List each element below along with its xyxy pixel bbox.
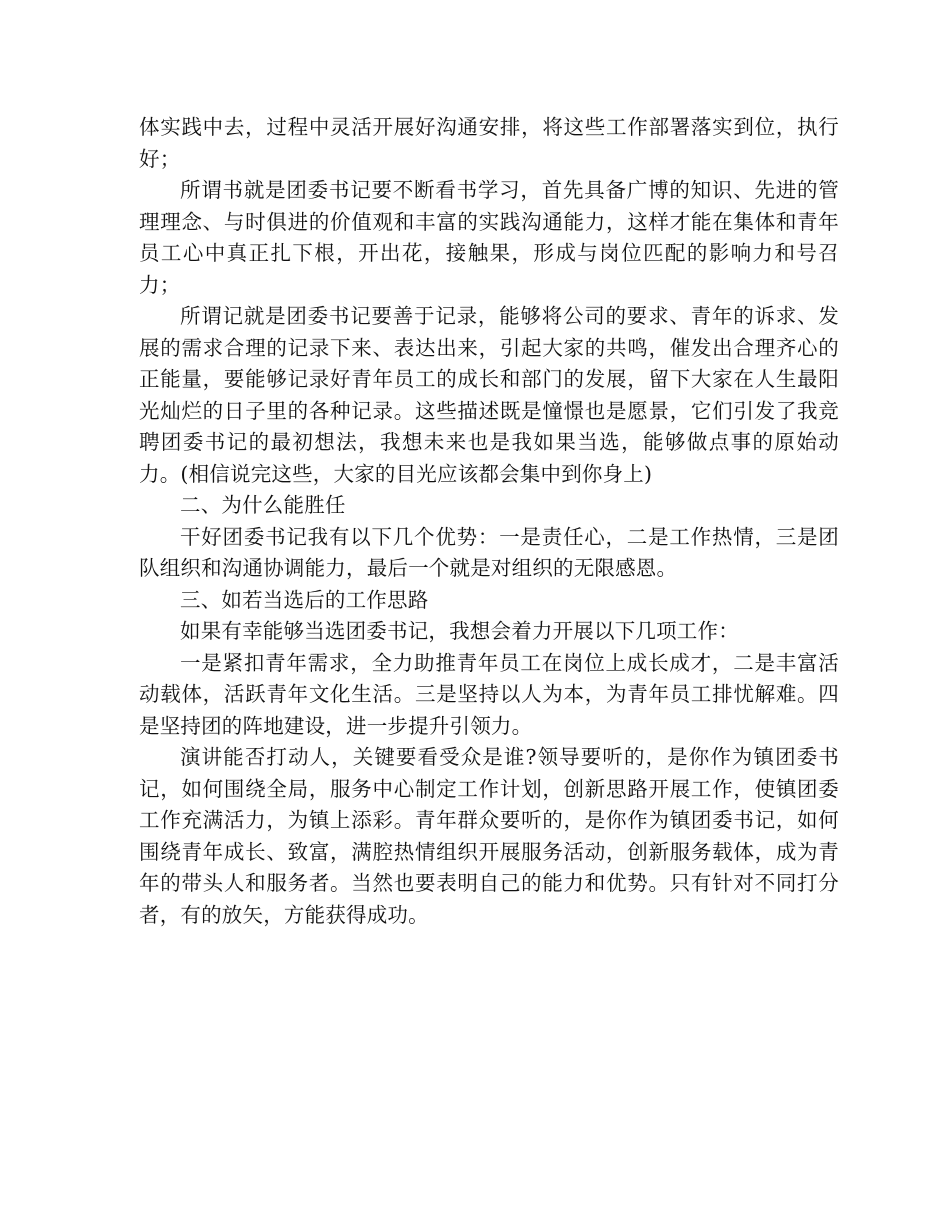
paragraph-4: 干好团委书记我有以下几个优势：一是责任心，二是工作热情，三是团队组织和沟通协调能力，最后一个就是对组织的无限感恩。 — [139, 524, 839, 580]
section-heading-2: 二、为什么能胜任 — [180, 493, 346, 517]
document-body — [139, 112, 839, 931]
section-heading-3: 三、如若当选后的工作思路 — [180, 587, 429, 612]
paragraph-6: 一是紧扣青年需求，全力助推青年员工在岗位上成长成才，二是丰富活动载体，活跃青年文化生活。三是坚持以人为本，为青年员工排忧解难。四是坚持团的阵地建设，进一步提升引领力。 — [139, 650, 839, 738]
paragraph-1: 体实践中去，过程中灵活开展好沟通安排，将这些工作部署落实到位，执行好； — [139, 115, 839, 171]
paragraph-5: 如果有幸能够当选团委书记，我想会着力开展以下几项工作： — [180, 619, 739, 643]
paragraph-3: 所谓记就是团委书记要善于记录，能够将公司的要求、青年的诉求、发展的需求合理的记录下来、表达出来，引起大家的共鸣，催发出合理齐心的正能量，要能够记录好青年员工的成长和部门的发展，留下大家在人生最阳光灿烂的日子里的各种记录。这些描述既是憧憬也是愿景，它们引发了我竞聘团委书记的最初想法，我想未来也是我如果当选，能够做点事的原始动力。(相信说完这些，大家的目光应该都会集中到你身上) — [139, 304, 839, 486]
paragraph-2: 所谓书就是团委书记要不断看书学习，首先具备广博的知识、先进的管理理念、与时俱进的价值观和丰富的实践沟通能力，这样才能在集体和青年员工心中真正扎下根，开出花，接触果，形成与岗位匹配的影响力和号召力； — [139, 178, 839, 297]
paragraph-7: 演讲能否打动人，关键要看受众是谁?领导要听的，是你作为镇团委书记，如何围绕全局，服务中心制定工作计划，创新思路开展工作，使镇团委工作充满活力，为镇上添彩。青年群众要听的，是你作为镇团委书记，如何围绕青年成长、致富，满腔热情组织开展服务活动，创新服务载体，成为青年的带头人和服务者。当然也要表明自己的能力和优势。只有针对不同打分者，有的放矢，方能获得成功。 — [139, 745, 839, 927]
